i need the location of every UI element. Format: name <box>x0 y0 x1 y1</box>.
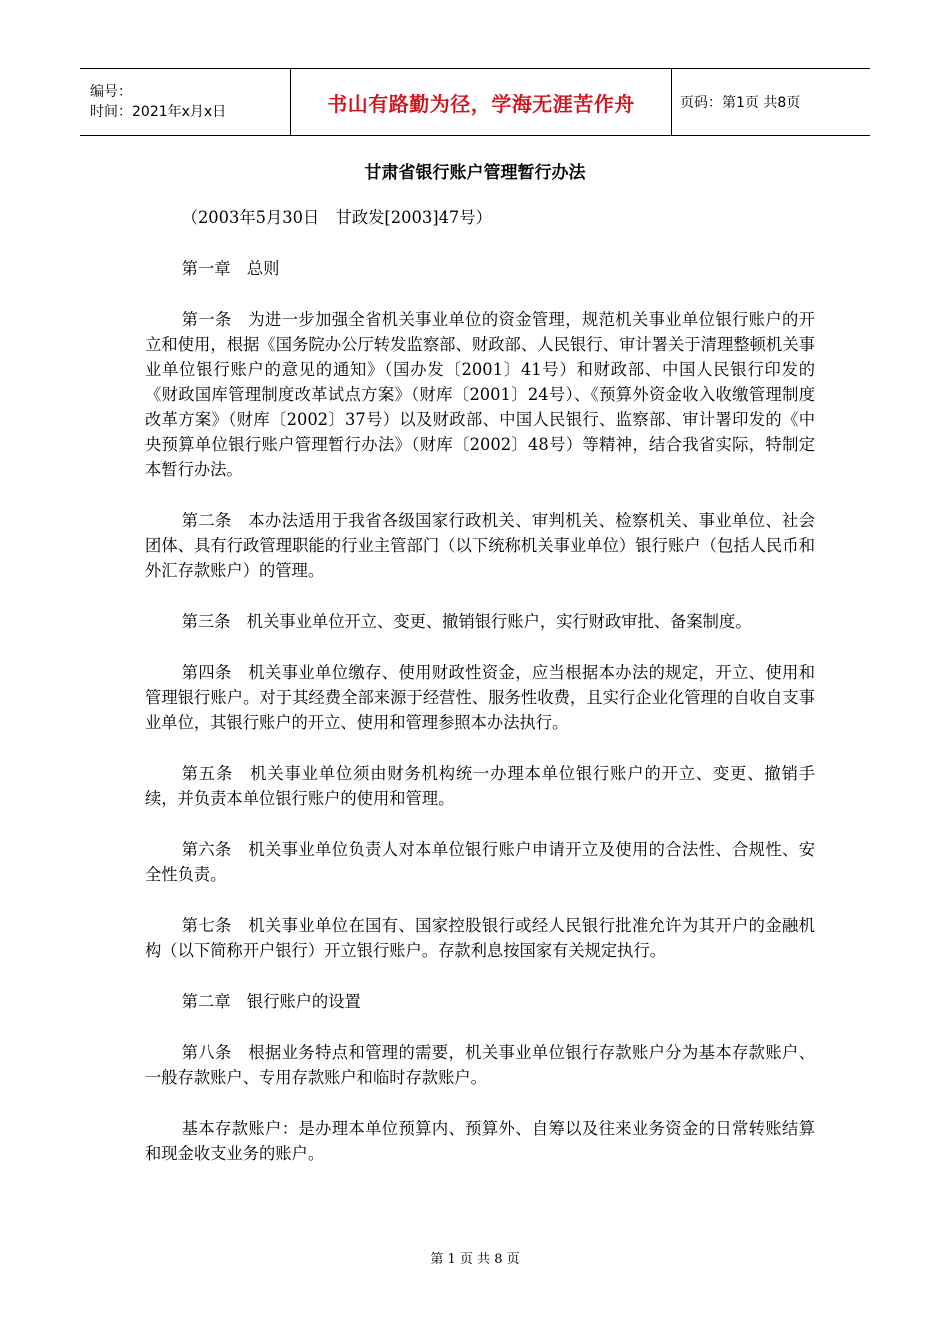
header-meta <box>80 69 291 136</box>
article-paragraph: 第三条 机关事业单位开立、变更、撤销银行账户，实行财政审批、备案制度。 <box>181 612 752 631</box>
article-paragraph: 第二条 本办法适用于我省各级国家行政机关、审判机关、检察机关、事业单位、社会团体、具有行政管理职能的行业主管部门（以下统称机关事业单位）银行账户（包括人民币和外汇存款账户）的管理。 <box>145 511 815 580</box>
date-label: 时间：2021年x月x日 <box>90 104 227 120</box>
article-paragraph: 基本存款账户：是办理本单位预算内、预算外、自筹以及往来业务资金的日常转账结算和现金收支业务的账户。 <box>145 1119 815 1163</box>
chapter-heading: 第二章 银行账户的设置 <box>181 992 361 1011</box>
document-title: 甘肃省银行账户管理暂行办法 <box>364 163 586 183</box>
motto-text: 书山有路勤为径，学海无涯苦作舟 <box>327 91 635 116</box>
article-paragraph: 第五条 机关事业单位须由财务机构统一办理本单位银行账户的开立、变更、撤销手续，并负责本单位银行账户的使用和管理。 <box>145 764 815 808</box>
number-label: 编号： <box>90 84 132 100</box>
article-paragraph: 第七条 机关事业单位在国有、国家控股银行或经人民银行批准允许为其开户的金融机构（以下简称开户银行）开立银行账户。存款利息按国家有关规定执行。 <box>145 916 815 960</box>
header-page-cell <box>672 69 871 136</box>
article-paragraph: 第一条 为进一步加强全省机关事业单位的资金管理，规范机关事业单位银行账户的开立和使用，根据《国务院办公厅转发监察部、财政部、人民银行、审计署关于清理整顿机关事业单位银行账户的意见的通知》（国办发〔2001〕41号）和财政部、中国人民银行印发的《财政国库管理制度改革试点方案》（财库〔2001〕24号）、《预算外资金收入收缴管理制度改革方案》（财库〔2002〕37号）以及财政部、中国人民银行、监察部、审计署印发的《中央预算单位银行账户管理暂行办法》（财库〔2002〕48号）等精神，结合我省实际，特制定本暂行办法。 <box>145 310 815 479</box>
chapter-heading: 第一章 总则 <box>181 259 280 278</box>
page-footer: 第 1 页 共 8 页 <box>430 1252 520 1267</box>
article-paragraph: 第六条 机关事业单位负责人对本单位银行账户申请开立及使用的合法性、合规性、安全性负责。 <box>145 840 815 884</box>
header-motto-cell <box>291 69 672 136</box>
document-header <box>80 68 870 136</box>
article-paragraph: 第八条 根据业务特点和管理的需要，机关事业单位银行存款账户分为基本存款账户、一般存款账户、专用存款账户和临时存款账户。 <box>145 1043 815 1087</box>
article-paragraph: 第四条 机关事业单位缴存、使用财政性资金，应当根据本办法的规定，开立、使用和管理银行账户。对于其经费全部来源于经营性、服务性收费，且实行企业化管理的自收自支事业单位，其银行账户的开立、使用和管理参照本办法执行。 <box>145 663 815 732</box>
page-label: 页码：第1页 共8页 <box>680 95 801 111</box>
issue-info: （2003年5月30日 甘政发[2003]47号） <box>181 208 492 227</box>
document-body <box>145 205 815 1192</box>
